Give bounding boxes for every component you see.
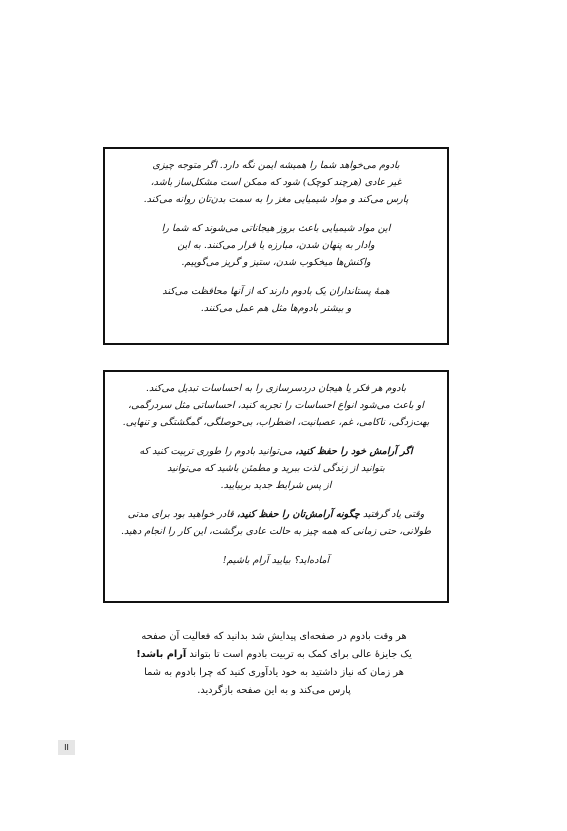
text-line: بتوانید از زندگی لذت ببرید و مطمئن باشید که می‌توانید [167, 463, 385, 474]
closing-line [115, 552, 437, 569]
text-line: پارس می‌کند و به این صفحه بازگردید. [197, 685, 351, 696]
paragraph-1 [115, 157, 437, 208]
bold-phrase: چگونه آرامش‌تان را حفظ کنید، [236, 509, 360, 520]
text-line: بهت‌زدگی، ناکامی، غم، عصبانیت، اضطراب، بی‌حوصلگی، گمگشتگی و تنهایی. [122, 417, 430, 428]
text-line: این مواد شیمیایی باعث بروز هیجاناتی می‌شوند که شما را [161, 223, 391, 234]
paragraph-2 [115, 443, 437, 494]
text-line [115, 506, 437, 523]
text-line: وادار به پنهان شدن، مبارزه یا فرار می‌کنند. به این [177, 240, 375, 251]
text-run: یک جایزهٔ عالی برای کمک به تربیت بادوم است تا بتواند [186, 649, 412, 660]
text-line: هر وقت بادوم در صفحه‌ای پیدایش شد بدانید که فعالیت آن صفحه [141, 631, 407, 642]
text-run: می‌توانید بادوم را طوری تربیت کنید که [139, 446, 296, 457]
paragraph-3 [115, 506, 437, 540]
text-line: همهٔ پستانداران یک بادوم دارند که از آنها محافظت می‌کند [162, 286, 390, 297]
text-line: پارس می‌کند و مواد شیمیایی مغز را به سمت بدن‌تان روانه می‌کند. [143, 194, 409, 205]
paragraph-3 [115, 283, 437, 317]
bold-phrase: اگر آرامش خود را حفظ کنید، [295, 446, 413, 457]
footer-note [100, 628, 448, 700]
text-run: قادر خواهید بود برای مدتی [127, 509, 237, 520]
info-box-calm [103, 370, 449, 603]
text-line: بادوم می‌خواهد شما را همیشه ایمن نگه دارد. اگر متوجه چیزی [152, 160, 400, 171]
text-line: و بیشتر بادوم‌ها مثل هم عمل می‌کنند. [200, 303, 352, 314]
page-number: II [58, 740, 75, 755]
info-box-amygdala [103, 147, 449, 345]
text-line: بادوم هر فکر یا هیجان دردسرسازی را به احساسات تبدیل می‌کند. [145, 383, 407, 394]
text-line: طولانی، حتی زمانی که همه چیز به حالت عادی برگشت، این کار را انجام دهید. [120, 526, 432, 537]
text-line: آماده‌اید؟ بیایید آرام باشیم! [222, 555, 330, 566]
text-run: وقتی یاد گرفتید [359, 509, 425, 520]
text-line: غیر عادی (هرچند کوچک) شود که ممکن است مشکل‌ساز باشد، [150, 177, 402, 188]
text-line: از پس شرایط جدید بربیایید. [220, 480, 332, 491]
text-line: او باعث می‌شود انواع احساسات را تجربه کنید، احساساتی مثل سردرگمی، [128, 400, 424, 411]
text-line [115, 443, 437, 460]
paragraph-2 [115, 220, 437, 271]
bold-phrase: آرام باشد! [136, 649, 187, 660]
paragraph-1 [115, 380, 437, 431]
text-line: واکنش‌ها میخکوب شدن، ستیز و گریز می‌گوییم. [181, 257, 371, 268]
text-line: هر زمان که نیاز داشتید به خود یادآوری کنید که چرا بادوم به شما [144, 667, 404, 678]
text-line [100, 646, 448, 664]
